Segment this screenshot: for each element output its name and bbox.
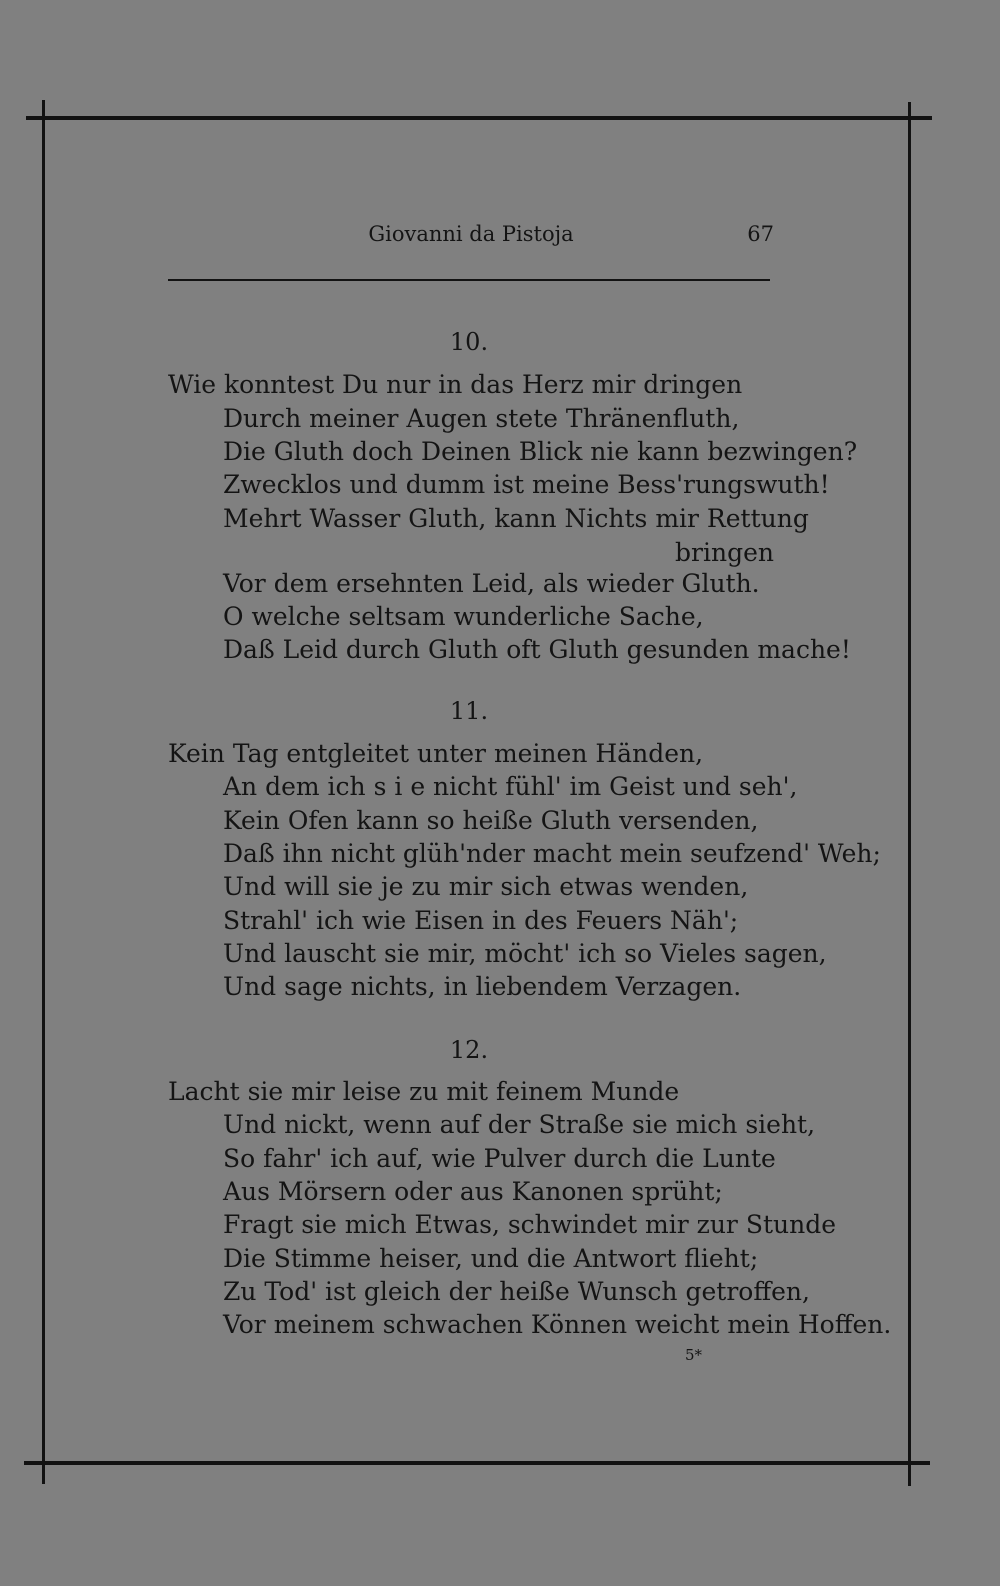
- running-title: Giovanni da Pistoja: [368, 222, 574, 246]
- frame-left-rule: [42, 100, 45, 1484]
- verse-line: Wie konntest Du nur in das Herz mir dringen: [168, 370, 743, 399]
- verse-line-overflow: bringen: [675, 538, 774, 567]
- verse-line: Lacht sie mir leise zu mit feinem Munde: [168, 1077, 680, 1106]
- verse-line: Daß Leid durch Gluth oft Gluth gesunden mache!: [223, 635, 851, 664]
- frame-right-rule: [908, 102, 911, 1486]
- verse-line: Fragt sie mich Etwas, schwindet mir zur Stunde: [223, 1210, 837, 1239]
- verse-line: Strahl' ich wie Eisen in des Feuers Näh';: [223, 906, 739, 935]
- verse-line: Und sage nichts, in liebendem Verzagen.: [223, 972, 742, 1001]
- running-head: [168, 222, 774, 252]
- verse-line: Mehrt Wasser Gluth, kann Nichts mir Rettung: [223, 504, 809, 533]
- verse-line: O welche seltsam wunderliche Sache,: [223, 602, 704, 631]
- verse-line: Durch meiner Augen stete Thränenfluth,: [223, 404, 740, 433]
- frame-top-rule: [26, 116, 932, 120]
- page-number: 67: [747, 222, 774, 246]
- verse-line: Zu Tod' ist gleich der heiße Wunsch getroffen,: [223, 1277, 810, 1306]
- verse-line: Die Gluth doch Deinen Blick nie kann bezwingen?: [223, 437, 858, 466]
- stanza-number-11: 11.: [449, 697, 489, 725]
- verse-line: So fahr' ich auf, wie Pulver durch die Lunte: [223, 1144, 776, 1173]
- verse-line: Und lauscht sie mir, möcht' ich so Vieles sagen,: [223, 939, 827, 968]
- printer-signature: 5*: [685, 1346, 703, 1364]
- verse-line: Die Stimme heiser, und die Antwort flieht;: [223, 1244, 759, 1273]
- verse-line: Zwecklos und dumm ist meine Bess'rungswuth!: [223, 470, 830, 499]
- verse-line: Kein Tag entgleitet unter meinen Händen,: [168, 739, 704, 768]
- verse-line: Daß ihn nicht glüh'nder macht mein seufzend' Weh;: [223, 839, 881, 868]
- verse-line: Und nickt, wenn auf der Straße sie mich sieht,: [223, 1110, 816, 1139]
- stanza-number-12: 12.: [449, 1036, 489, 1064]
- verse-line: Vor meinem schwachen Können weicht mein Hoffen.: [223, 1310, 892, 1339]
- verse-line: Und will sie je zu mir sich etwas wenden,: [223, 872, 749, 901]
- verse-line: An dem ich s i e nicht fühl' im Geist und seh',: [223, 772, 798, 801]
- verse-line: Aus Mörsern oder aus Kanonen sprüht;: [223, 1177, 723, 1206]
- stanza-number-10: 10.: [449, 328, 489, 356]
- frame-bottom-rule: [24, 1461, 930, 1465]
- header-rule: [168, 279, 770, 281]
- verse-line: Kein Ofen kann so heiße Gluth versenden,: [223, 806, 759, 835]
- verse-line: Vor dem ersehnten Leid, als wieder Gluth.: [223, 569, 760, 598]
